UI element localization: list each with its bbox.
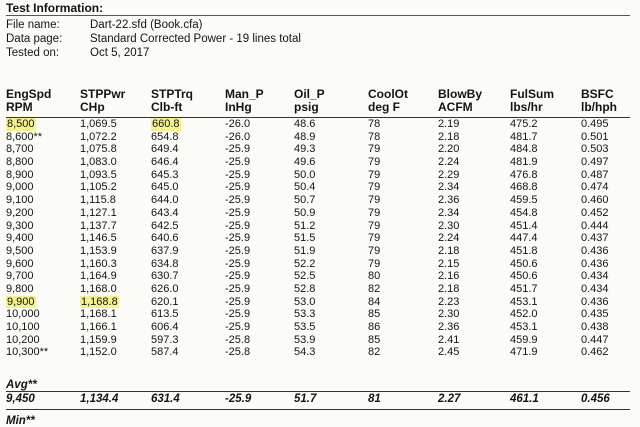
table-cell: -25.9 <box>225 156 251 169</box>
table-header <box>0 88 640 120</box>
table-cell: 53.3 <box>294 308 316 321</box>
table-cell: 0.436 <box>581 257 609 270</box>
table-cell: 2.34 <box>438 181 460 194</box>
table-cell: 0.497 <box>581 156 609 169</box>
table-cell: 451.7 <box>510 282 538 295</box>
table-cell: 0.487 <box>581 168 609 181</box>
table-cell: 53.5 <box>294 321 316 333</box>
avg-cell: 631.4 <box>151 393 180 405</box>
table-row <box>0 245 640 258</box>
table-cell: -25.9 <box>225 219 251 232</box>
tested-on-label: Tested on: <box>6 47 60 59</box>
table-cell: 79 <box>368 181 381 194</box>
avg-cell: 461.1 <box>510 393 539 405</box>
table-cell: 79 <box>368 257 381 270</box>
column-header <box>581 88 617 114</box>
table-cell: 2.18 <box>438 282 460 295</box>
table-cell: 0.460 <box>581 194 609 207</box>
table-row <box>0 181 640 194</box>
table-cell: 9,700 <box>6 270 34 283</box>
table-row <box>0 296 640 309</box>
table-cell: 2.34 <box>438 206 460 219</box>
table-row <box>0 143 640 156</box>
table-cell: 2.30 <box>438 219 460 232</box>
table-cell: 2.23 <box>438 295 460 308</box>
table-cell: 2.45 <box>438 346 460 359</box>
table-cell: -25.8 <box>225 346 251 359</box>
table-cell: 643.4 <box>151 206 179 219</box>
table-cell: 80 <box>368 270 381 283</box>
table-cell: 50.7 <box>294 194 316 207</box>
table-cell: 0.434 <box>581 270 609 283</box>
table-cell: 0.434 <box>581 282 609 295</box>
table-row <box>0 270 640 283</box>
table-cell: 8,500 <box>7 118 35 130</box>
column-header <box>438 88 482 114</box>
table-cell: 1,159.9 <box>80 333 117 346</box>
tested-on-value: Oct 5, 2017 <box>90 47 150 59</box>
column-header <box>294 88 325 114</box>
column-header-unit: RPM <box>6 100 33 114</box>
table-cell: 481.7 <box>510 130 538 143</box>
table-cell: 484.8 <box>510 143 538 156</box>
table-cell: 475.2 <box>510 118 538 130</box>
table-cell: -25.9 <box>225 270 251 283</box>
table-cell: 79 <box>368 206 381 219</box>
table-cell: 82 <box>368 282 381 295</box>
table-cell: 85 <box>368 308 381 321</box>
column-header-unit: CHp <box>80 100 105 114</box>
table-cell: 10,000 <box>6 308 40 321</box>
table-cell: 48.6 <box>294 118 316 130</box>
table-cell: 0.462 <box>581 346 609 359</box>
table-cell: 0.503 <box>581 143 609 156</box>
table-cell: 587.4 <box>151 346 179 359</box>
column-header <box>6 88 51 114</box>
tested-on-row <box>6 47 149 59</box>
table-cell: 52.5 <box>294 270 316 283</box>
data-page-row <box>6 33 301 45</box>
table-cell: 644.0 <box>151 194 179 207</box>
table-cell: 452.0 <box>510 308 538 321</box>
table-cell: 620.1 <box>151 295 179 308</box>
column-header <box>368 88 408 114</box>
table-cell: 50.9 <box>294 206 316 219</box>
table-cell: -26.0 <box>225 130 251 143</box>
column-header-unit: psig <box>294 100 319 114</box>
table-cell: 1,153.9 <box>80 244 117 257</box>
table-cell: 10,300** <box>6 346 49 359</box>
table-cell: 79 <box>368 168 381 181</box>
table-cell: 9,800 <box>6 282 34 295</box>
table-cell: 52.8 <box>294 282 316 295</box>
table-cell: -25.9 <box>225 194 251 207</box>
table-cell: 2.36 <box>438 321 460 333</box>
table-cell: 645.3 <box>151 168 179 181</box>
table-cell: 646.4 <box>151 156 179 169</box>
table-cell: 49.6 <box>294 156 316 169</box>
table-cell: 660.8 <box>152 118 180 130</box>
table-cell: 2.18 <box>438 130 460 143</box>
column-header-unit: lbs/hr <box>510 100 543 114</box>
table-cell: 1,075.8 <box>80 143 117 156</box>
table-cell: 8,600** <box>6 130 43 143</box>
column-header-unit: ACFM <box>438 100 473 114</box>
table-cell: 447.4 <box>510 232 538 245</box>
table-cell: 1,083.0 <box>80 156 117 169</box>
table-cell: 9,000 <box>6 181 34 194</box>
column-header <box>80 88 125 114</box>
table-cell: 9,500 <box>6 244 34 257</box>
column-header-unit: deg F <box>368 100 400 114</box>
table-cell: 450.6 <box>510 257 538 270</box>
table-cell: 78 <box>368 130 381 143</box>
table-cell: 10,100 <box>6 321 40 333</box>
table-cell: 1,168.8 <box>81 295 118 308</box>
avg-cell: 1,134.4 <box>80 393 119 405</box>
table-cell: 50.4 <box>294 181 316 194</box>
test-info-divider <box>6 15 630 16</box>
table-cell: 626.0 <box>151 282 179 295</box>
column-header-name: Oil_P <box>294 87 325 101</box>
table-cell: 450.6 <box>510 270 538 283</box>
table-cell: 2.24 <box>438 156 460 169</box>
table-cell: -25.9 <box>225 232 251 245</box>
min-label: Min** <box>6 415 35 427</box>
table-cell: 9,900 <box>7 295 35 308</box>
table-row <box>0 334 640 347</box>
column-header-name: FulSum <box>510 87 554 101</box>
table-cell: 52.2 <box>294 257 316 270</box>
table-cell: 79 <box>368 194 381 207</box>
table-cell: 2.41 <box>438 333 460 346</box>
table-row <box>0 220 640 233</box>
avg-cell: 51.7 <box>294 393 317 405</box>
table-cell: 9,100 <box>6 194 34 207</box>
table-cell: 634.8 <box>151 257 179 270</box>
column-header <box>151 88 193 114</box>
avg-row <box>0 393 640 407</box>
column-header-unit: lb/hph <box>581 100 617 114</box>
table-row <box>0 118 640 131</box>
table-cell: 1,166.1 <box>80 321 117 333</box>
table-cell: 597.3 <box>151 333 179 346</box>
table-cell: 79 <box>368 156 381 169</box>
column-header-name: STPPwr <box>80 87 126 101</box>
data-page-value: Standard Corrected Power - 19 lines total <box>90 33 301 45</box>
table-cell: 471.9 <box>510 346 538 359</box>
table-cell: 453.1 <box>510 321 538 333</box>
table-cell: 2.20 <box>438 143 460 156</box>
avg-cell: 9,450 <box>6 393 35 405</box>
table-cell: 451.4 <box>510 219 538 232</box>
data-page-label: Data page: <box>6 33 63 45</box>
table-cell: 2.19 <box>438 118 460 130</box>
table-cell: 476.8 <box>510 168 538 181</box>
column-header <box>225 88 264 114</box>
column-header-name: BlowBy <box>438 87 483 101</box>
table-cell: 1,069.5 <box>80 118 117 130</box>
column-header-name: EngSpd <box>6 87 52 101</box>
power-data-table <box>0 118 640 359</box>
column-header-name: BSFC <box>581 87 614 101</box>
table-cell: 2.15 <box>438 257 460 270</box>
table-cell: 0.495 <box>581 118 609 130</box>
table-cell: 1,115.8 <box>80 194 116 207</box>
table-cell: -25.9 <box>225 321 251 333</box>
table-cell: -25.9 <box>225 282 251 295</box>
column-header-unit: InHg <box>225 100 252 114</box>
table-cell: 645.0 <box>151 181 179 194</box>
table-cell: 10,200 <box>6 333 40 346</box>
table-cell: 0.437 <box>581 232 609 245</box>
table-cell: 0.452 <box>581 206 609 219</box>
table-cell: 79 <box>368 143 381 156</box>
table-cell: 2.24 <box>438 232 460 245</box>
table-cell: 1,127.1 <box>80 206 117 219</box>
table-cell: 1,137.7 <box>80 219 117 232</box>
table-cell: 1,093.5 <box>80 168 117 181</box>
table-row <box>0 194 640 207</box>
table-cell: -25.9 <box>225 308 251 321</box>
table-cell: 78 <box>368 118 381 130</box>
table-cell: 459.9 <box>510 333 538 346</box>
table-cell: 2.18 <box>438 244 460 257</box>
table-row <box>0 232 640 245</box>
table-cell: 1,152.0 <box>80 346 117 359</box>
avg-cell: 0.456 <box>581 393 610 405</box>
table-cell: 0.501 <box>581 130 609 143</box>
table-cell: 468.8 <box>510 181 538 194</box>
table-cell: -26.0 <box>225 118 251 130</box>
table-row <box>0 283 640 296</box>
table-row <box>0 156 640 169</box>
table-cell: 85 <box>368 333 381 346</box>
table-cell: 454.8 <box>510 206 538 219</box>
test-info-title: Test Information: <box>6 1 104 15</box>
table-cell: 8,800 <box>6 156 34 169</box>
table-cell: 51.5 <box>294 232 316 245</box>
table-cell: 481.9 <box>510 156 538 169</box>
table-cell: 637.9 <box>151 244 179 257</box>
table-cell: -25.9 <box>225 244 251 257</box>
table-row <box>0 207 640 220</box>
table-cell: 79 <box>368 219 381 232</box>
table-cell: 1,072.2 <box>80 130 117 143</box>
table-cell: 79 <box>368 244 381 257</box>
column-header-name: STPTrq <box>151 87 194 101</box>
table-cell: 54.3 <box>294 346 316 359</box>
table-cell: -25.9 <box>225 181 251 194</box>
table-cell: 9,400 <box>6 232 34 245</box>
column-header-name: Man_P <box>225 87 264 101</box>
table-cell: 86 <box>368 321 381 333</box>
table-cell: 49.3 <box>294 143 316 156</box>
table-cell: 1,164.9 <box>80 270 117 283</box>
table-cell: 82 <box>368 346 381 359</box>
table-cell: 606.4 <box>151 321 179 333</box>
table-cell: 2.29 <box>438 168 460 181</box>
table-row <box>0 321 640 334</box>
table-cell: 9,600 <box>6 257 34 270</box>
table-cell: 451.8 <box>510 244 538 257</box>
table-cell: 0.438 <box>581 321 609 333</box>
table-cell: 1,168.1 <box>80 308 117 321</box>
table-cell: 0.436 <box>581 244 609 257</box>
column-header-unit: Clb-ft <box>151 100 183 114</box>
table-row <box>0 308 640 321</box>
file-name-row <box>6 19 202 31</box>
table-cell: 613.5 <box>151 308 179 321</box>
table-row <box>0 131 640 144</box>
table-cell: 1,146.5 <box>80 232 117 245</box>
table-cell: 2.30 <box>438 308 460 321</box>
avg-cell: -25.9 <box>225 393 252 405</box>
table-row <box>0 258 640 271</box>
file-name-label: File name: <box>6 19 60 31</box>
table-cell: 0.474 <box>581 181 609 194</box>
table-cell: 79 <box>368 232 381 245</box>
file-name-value: Dart-22.sfd (Book.cfa) <box>90 19 203 31</box>
table-cell: 640.6 <box>151 232 179 245</box>
table-cell: -25.9 <box>225 206 251 219</box>
table-cell: 2.36 <box>438 194 460 207</box>
table-cell: 51.2 <box>294 219 316 232</box>
table-cell: -25.9 <box>225 168 251 181</box>
avg-label: Avg** <box>6 379 37 391</box>
column-header-name: CoolOt <box>368 87 408 101</box>
table-cell: -25.9 <box>225 257 251 270</box>
table-cell: 649.4 <box>151 143 179 156</box>
table-cell: 459.5 <box>510 194 538 207</box>
table-cell: 642.5 <box>151 219 179 232</box>
table-cell: 453.1 <box>510 295 538 308</box>
avg-bottom-divider <box>6 409 630 410</box>
table-cell: -25.9 <box>225 143 251 156</box>
table-cell: 0.447 <box>581 333 609 346</box>
table-cell: 53.0 <box>294 295 316 308</box>
avg-cell: 2.27 <box>438 393 461 405</box>
table-row <box>0 169 640 182</box>
table-cell: -25.9 <box>225 295 251 308</box>
table-cell: 0.444 <box>581 219 609 232</box>
table-cell: 654.8 <box>151 130 179 143</box>
table-cell: 1,168.0 <box>80 282 117 295</box>
table-cell: 8,900 <box>6 168 34 181</box>
table-cell: 48.9 <box>294 130 316 143</box>
table-cell: 84 <box>368 295 381 308</box>
table-row <box>0 346 640 359</box>
table-cell: -25.8 <box>225 333 251 346</box>
table-cell: 630.7 <box>151 270 179 283</box>
table-cell: 0.436 <box>581 295 609 308</box>
table-cell: 50.0 <box>294 168 316 181</box>
table-cell: 2.16 <box>438 270 460 283</box>
table-cell: 53.9 <box>294 333 316 346</box>
table-cell: 8,700 <box>6 143 34 156</box>
table-cell: 0.435 <box>581 308 609 321</box>
avg-cell: 81 <box>368 393 381 405</box>
table-cell: 1,160.3 <box>80 257 117 270</box>
table-cell: 9,200 <box>6 206 34 219</box>
table-cell: 9,300 <box>6 219 34 232</box>
column-header <box>510 88 554 114</box>
table-cell: 51.9 <box>294 244 316 257</box>
avg-divider <box>6 391 630 392</box>
table-cell: 1,105.2 <box>80 181 117 194</box>
